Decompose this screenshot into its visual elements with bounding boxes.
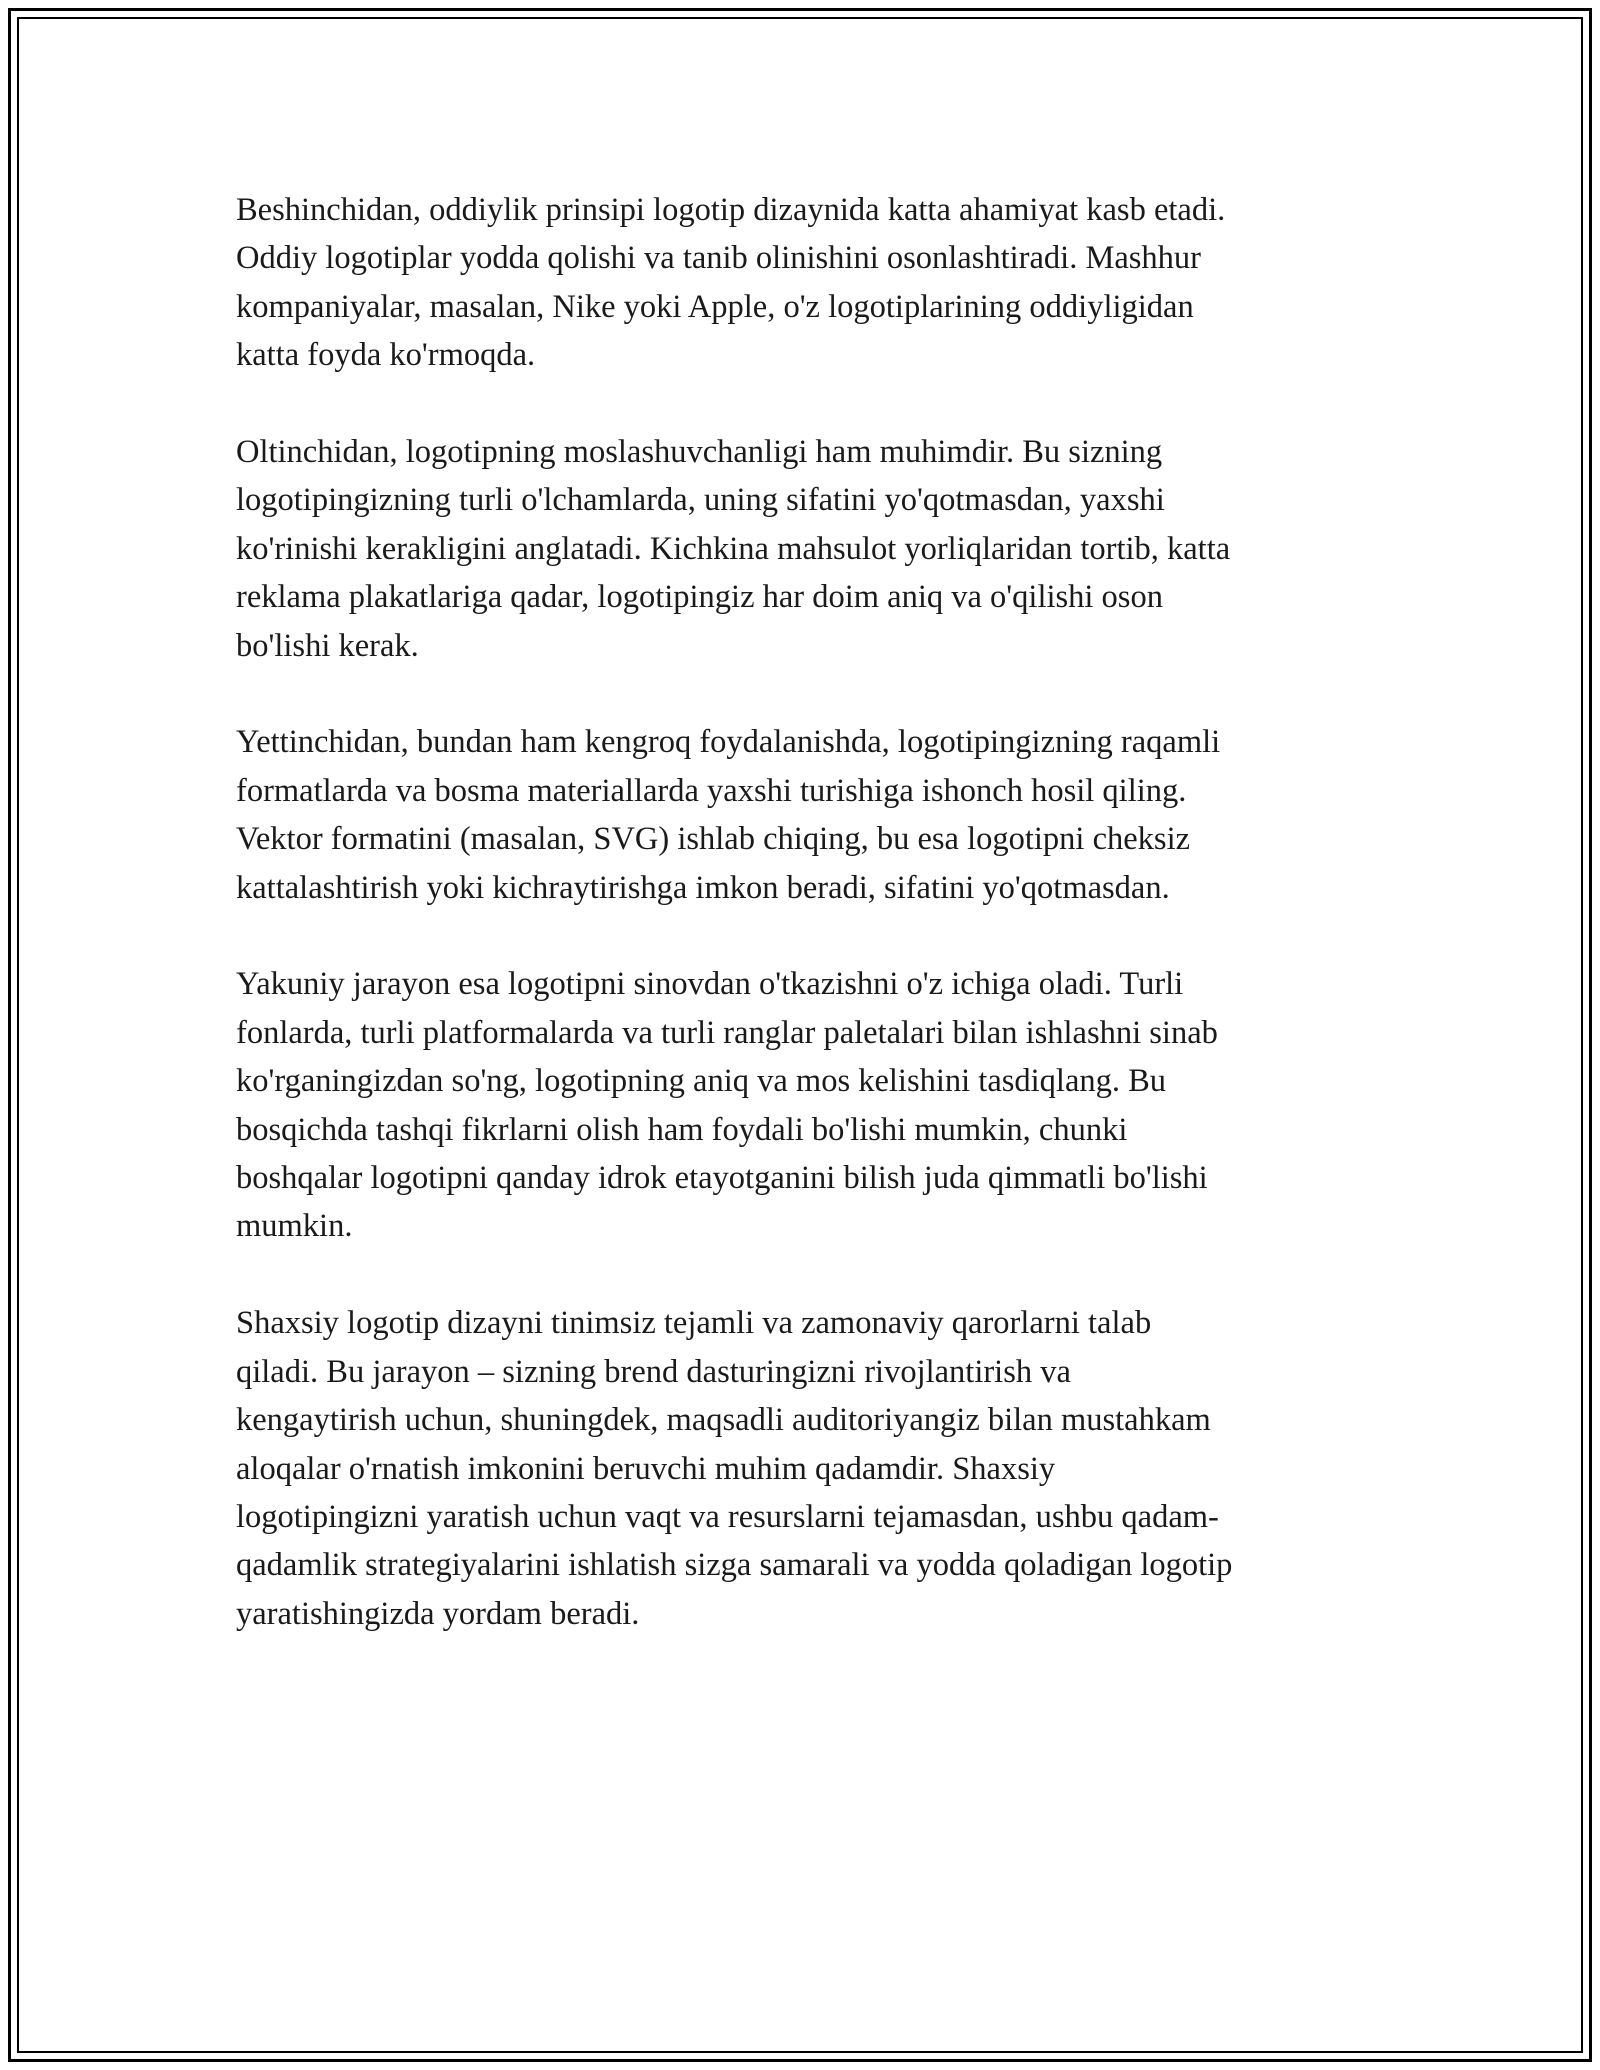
document-body — [236, 186, 1386, 1687]
paragraph-1: Beshinchidan, oddiylik prinsipi logotip dizaynida katta ahamiyat kasb etadi. Oddiy logotiplar yodda qolishi va tanib olinishini osonlashtiradi. Mashhur kompaniyalar, masalan, Nike yoki Apple, o'z logotiplarining oddiyligidan katta foyda ko'rmoqda. — [236, 192, 1226, 374]
paragraph-4: Yakuniy jarayon esa logotipni sinovdan o'tkazishni o'z ichiga oladi. Turli fonlarda, turli platformalarda va turli ranglar paletalari bilan ishlashni sinab ko'rganingizdan so'ng, logotipning aniq va mos kelishini tasdiqlang. Bu bosqichda tashqi fikrlarni olish ham foydali bo'lishi mumkin, chunki boshqalar logotipni qanday idrok etayotganini bilish juda qimmatli bo'lishi mumkin. — [236, 966, 1218, 1245]
paragraph-2: Oltinchidan, logotipning moslashuvchanligi ham muhimdir. Bu sizning logotipingizning turli o'lchamlarda, uning sifatini yo'qotmasdan, yaxshi ko'rinishi kerakligini anglatadi. Kichkina mahsulot yorliqlaridan tortib, katta reklama plakatlariga qadar, logotipingiz har doim aniq va o'qilishi oson bo'lishi kerak. — [236, 434, 1231, 664]
paragraph-5: Shaxsiy logotip dizayni tinimsiz tejamli va zamonaviy qarorlarni talab qiladi. Bu jarayon – sizning brend dasturingizni rivojlantirish va kengaytirish uchun, shuningdek, maqsadli auditoriyangiz bilan mustahkam aloqalar o'rnatish imkonini beruvchi muhim qadamdir. Shaxsiy logotipingizni yaratish uchun vaqt va resurslarni tejamasdan, ushbu qadam- qadamlik strategiyalarini ishlatish sizga samarali va yodda qoladigan logotip yaratishingizda yordam beradi. — [236, 1305, 1233, 1632]
paragraph-3: Yettinchidan, bundan ham kengroq foydalanishda, logotipingizning raqamli formatlarda va bosma materiallarda yaxshi turishiga ishonch hosil qiling. Vektor formatini (masalan, SVG) ishlab chiqing, bu esa logotipni cheksiz kattalashtirish yoki kichraytirishga imkon beradi, sifatini yo'qotmasdan. — [236, 724, 1221, 906]
